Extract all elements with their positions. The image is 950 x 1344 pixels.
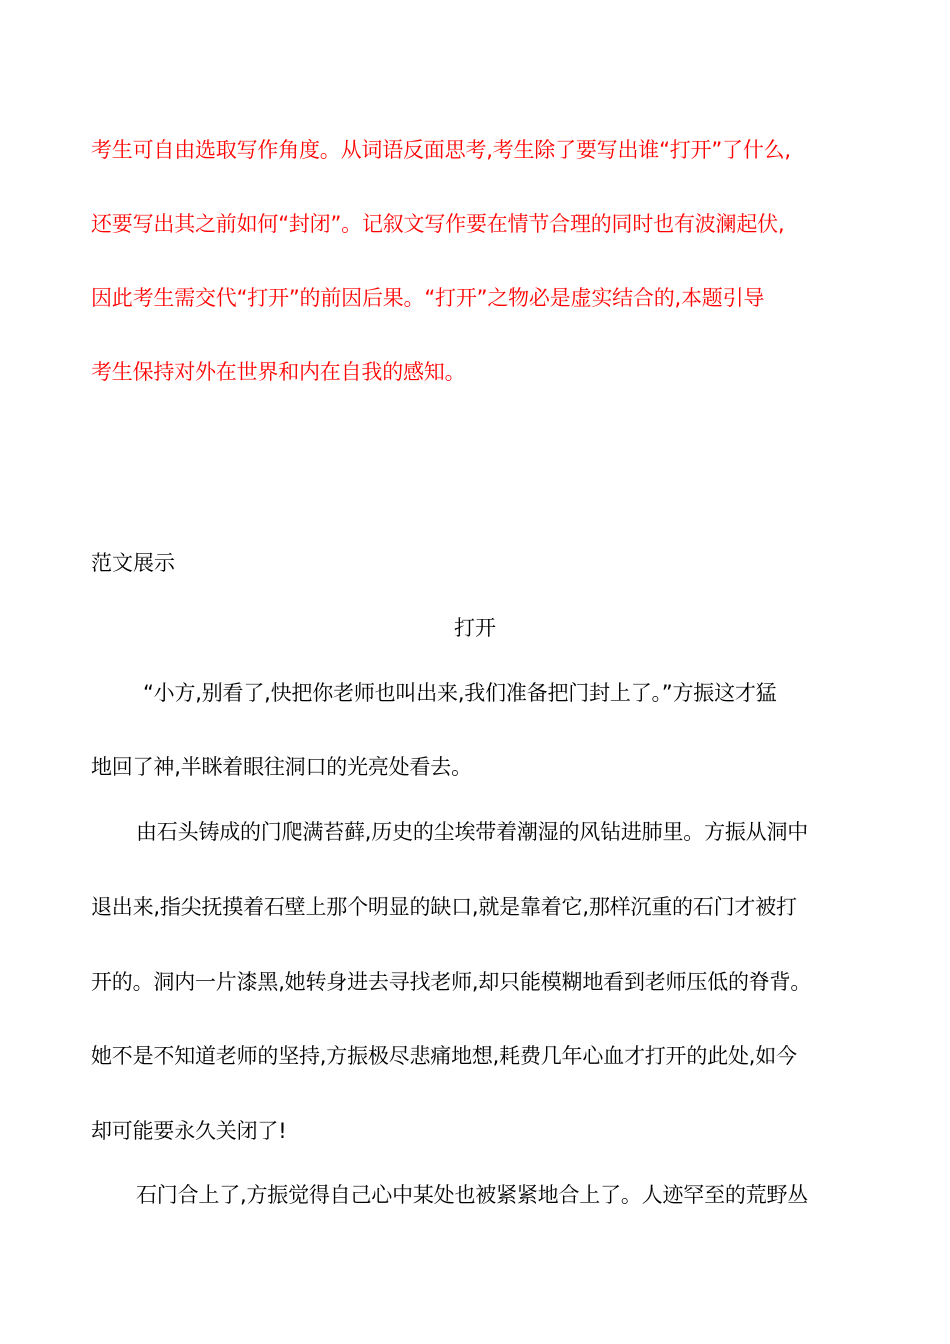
section-heading: 范文展示 <box>91 551 175 575</box>
essay-line: 开的。洞内一片漆黑,她转身进去寻找老师,却只能模糊地看到老师压低的脊背。 <box>91 970 812 994</box>
commentary-line: 还要写出其之前如何“封闭”。记叙文写作要在情节合理的同时也有波澜起伏, <box>91 212 785 236</box>
essay-line: “小方,别看了,快把你老师也叫出来,我们准备把门封上了。”方振这才猛 <box>143 681 777 705</box>
essay-title: 打开 <box>454 616 496 640</box>
essay-line: 由石头铸成的门爬满苔藓,历史的尘埃带着潮湿的风钻进肺里。方振从洞中 <box>136 820 809 844</box>
commentary-block <box>91 130 866 426</box>
commentary-line: 因此考生需交代“打开”的前因后果。“打开”之物必是虚实结合的,本题引导 <box>91 286 765 310</box>
essay-line: 却可能要永久关闭了! <box>91 1119 287 1143</box>
commentary-line: 考生可自由选取写作角度。从词语反面思考,考生除了要写出谁“打开”了什么, <box>91 138 791 162</box>
essay-line: 地回了神,半眯着眼往洞口的光亮处看去。 <box>91 755 472 779</box>
commentary-line: 考生保持对外在世界和内在自我的感知。 <box>91 360 466 384</box>
essay-line: 她不是不知道老师的坚持,方振极尽悲痛地想,耗费几年心血才打开的此处,如今 <box>91 1044 797 1068</box>
essay-line: 石门合上了,方振觉得自己心中某处也被紧紧地合上了。人迹罕至的荒野丛 <box>136 1183 809 1207</box>
essay-line: 退出来,指尖抚摸着石壁上那个明显的缺口,就是靠着它,那样沉重的石门才被打 <box>91 895 797 919</box>
